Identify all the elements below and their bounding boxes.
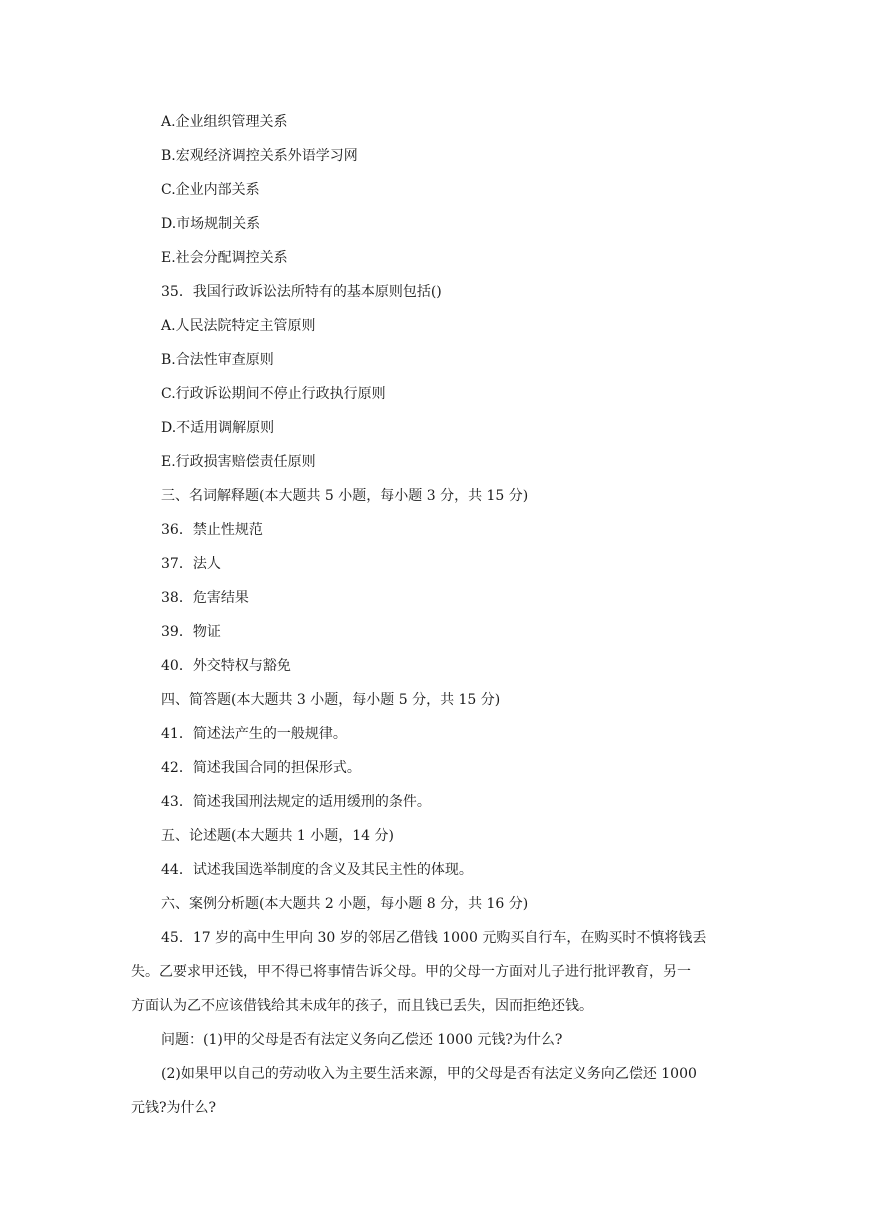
question-37: 37．法人 xyxy=(161,556,221,572)
question-38: 38．危害结果 xyxy=(161,590,249,606)
question-45-sub-2-line-1: (2)如果甲以自己的劳动收入为主要生活来源，甲的父母是否有法定义务向乙偿还 1000 xyxy=(161,1066,697,1082)
section-5-heading: 五、论述题(本大题共 1 小题，14 分) xyxy=(161,828,394,844)
question-45-sub-2-line-2: 元钱?为什么? xyxy=(131,1100,217,1116)
question-36: 36．禁止性规范 xyxy=(161,522,263,538)
question-43: 43．简述我国刑法规定的适用缓刑的条件。 xyxy=(161,794,431,810)
q35-option-c: C.行政诉讼期间不停止行政执行原则 xyxy=(161,386,386,402)
question-45-line-1: 45．17 岁的高中生甲向 30 岁的邻居乙借钱 1000 元购买自行车，在购买时不慎将钱丢 xyxy=(161,930,707,946)
option-b-macro: B.宏观经济调控关系外语学习网 xyxy=(161,148,358,164)
q35-option-a: A.人民法院特定主管原则 xyxy=(161,318,316,334)
section-6-heading: 六、案例分析题(本大题共 2 小题，每小题 8 分，共 16 分) xyxy=(161,896,529,912)
option-a-enterprise: A.企业组织管理关系 xyxy=(161,114,288,130)
question-45-sub-1: 问题：(1)甲的父母是否有法定义务向乙偿还 1000 元钱?为什么? xyxy=(161,1032,563,1048)
section-4-heading: 四、简答题(本大题共 3 小题，每小题 5 分，共 15 分) xyxy=(161,692,501,708)
option-d-market: D.市场规制关系 xyxy=(161,216,261,232)
option-e-social: E.社会分配调控关系 xyxy=(161,250,288,266)
question-45-line-2: 失。乙要求甲还钱，甲不得已将事情告诉父母。甲的父母一方面对儿子进行批评教育，另一 xyxy=(131,964,691,980)
option-c-internal: C.企业内部关系 xyxy=(161,182,260,198)
q35-option-b: B.合法性审查原则 xyxy=(161,352,274,368)
question-41: 41．简述法产生的一般规律。 xyxy=(161,726,347,742)
question-40: 40．外交特权与豁免 xyxy=(161,658,291,674)
q35-option-d: D.不适用调解原则 xyxy=(161,420,275,436)
question-44: 44．试述我国选举制度的含义及其民主性的体现。 xyxy=(161,862,473,878)
question-42: 42．简述我国合同的担保形式。 xyxy=(161,760,361,776)
q35-option-e: E.行政损害赔偿责任原则 xyxy=(161,454,316,470)
question-45-line-3: 方面认为乙不应该借钱给其未成年的孩子，而且钱已丢失，因而拒绝还钱。 xyxy=(131,998,593,1014)
question-35: 35．我国行政诉讼法所特有的基本原则包括() xyxy=(161,284,442,300)
question-39: 39．物证 xyxy=(161,624,221,640)
section-3-heading: 三、名词解释题(本大题共 5 小题，每小题 3 分，共 15 分) xyxy=(161,488,529,504)
